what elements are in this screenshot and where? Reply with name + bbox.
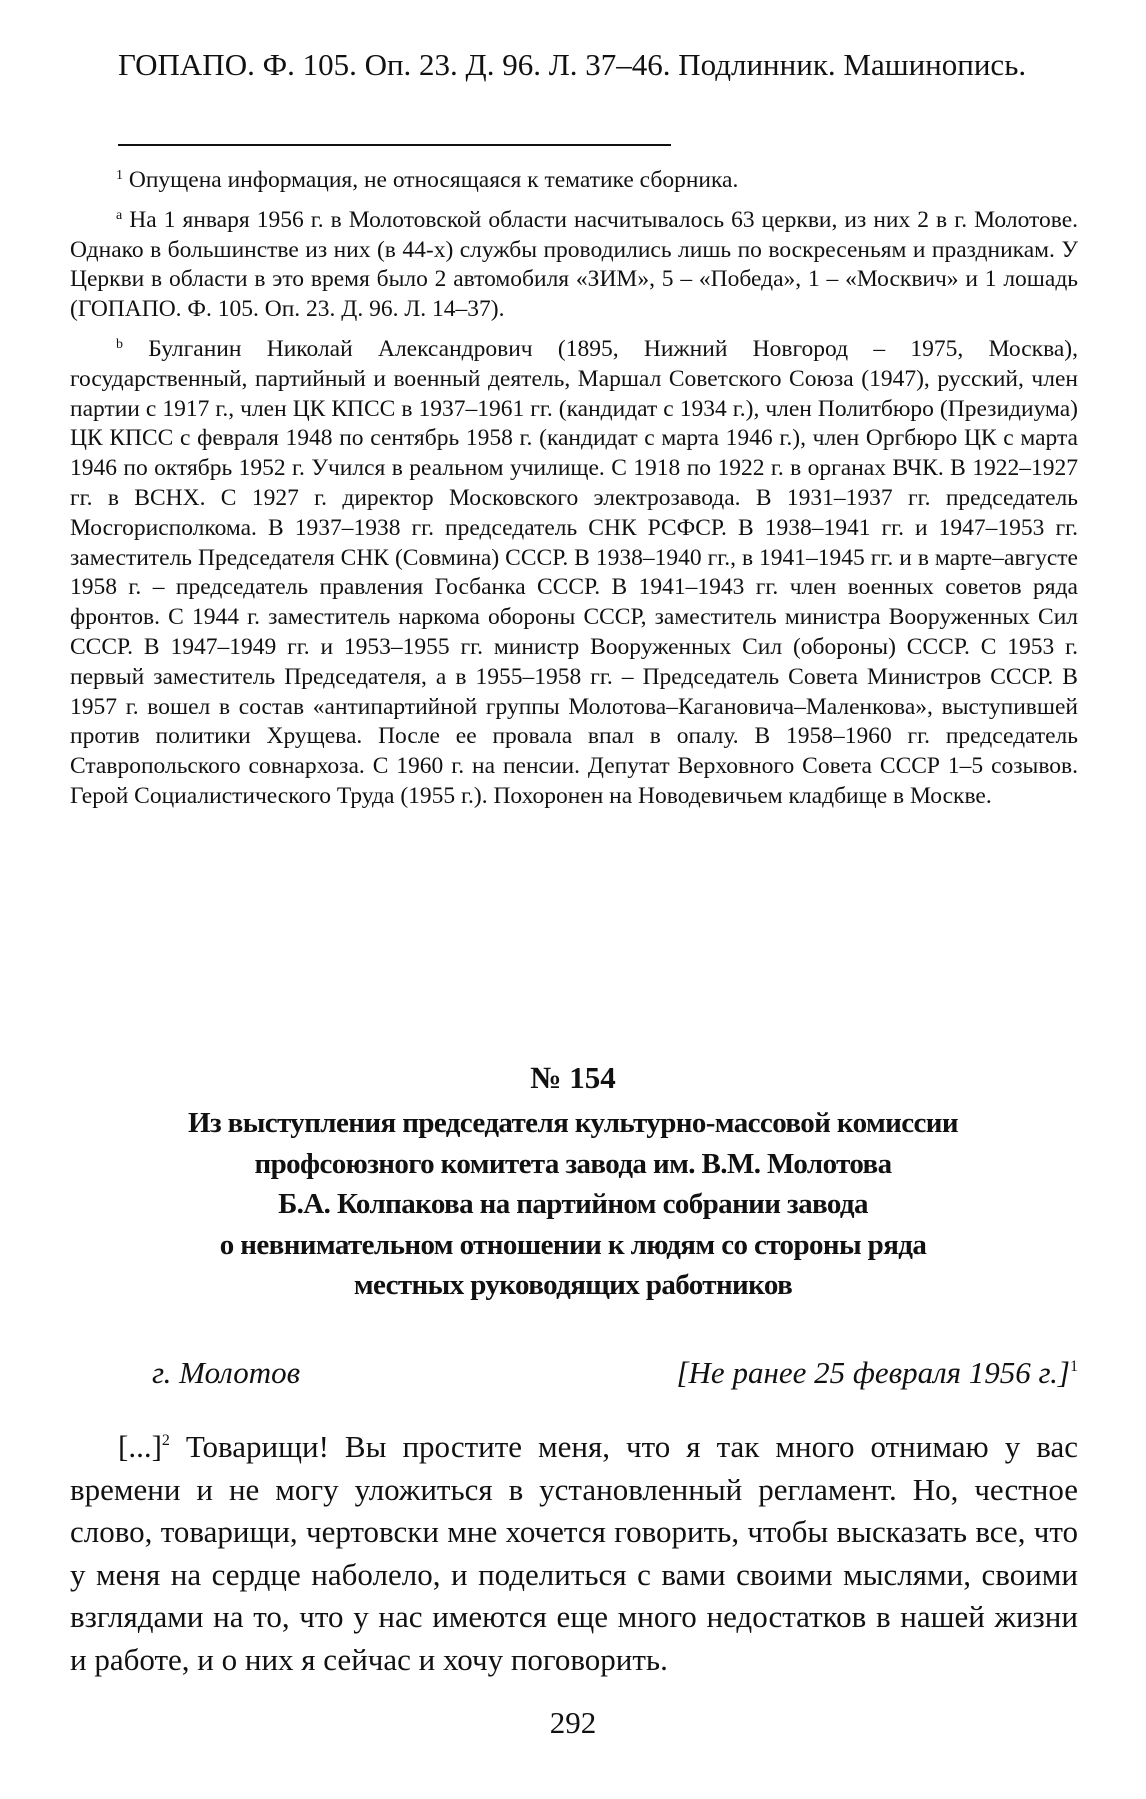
footnote-text: На 1 января 1956 г. в Молотовской области насчитывалось 63 церкви, из них 2 в г. Молотове. Однако в большинстве из них (в 44-х) службы проводились лишь по воскресеньям и праздникам. У Церкви в области в это время было 2 автомобиля «ЗИМ», 5 – «Победа», 1 – «Москвич» и 1 лошадь (ГОПАПО. Ф. 105. Оп. 23. Д. 96. Л. 14–37). (70, 206, 1079, 323)
title-line: Б.А. Колпакова на партийном собрании завода (278, 1188, 868, 1220)
footnote-text: Булганин Николай Александрович (1895, Нижний Новгород – 1975, Москва), государственный, партийный и военный деятель, Маршал Советского Союза (1947), русский, член партии с 1917 г., член ЦК КПСС в 1937–1961 гг. (кандидат с 1934 г.), член Политбюро (Президиума) ЦК КПСС с февраля 1948 по сентябрь 1958 г. (кандидат с марта 1946 г.), член Оргбюро ЦК с марта 1946 по октябрь 1952 г. Учился в реальном училище. С 1918 по 1922 г. в органах ВЧК. В 1922–1927 гг. в ВСНХ. С 1927 г. директор Московского электрозавода. В 1931–1937 гг. председатель Мосгорисполкома. В 1937–1938 гг. председатель СНК РСФСР. В 1938–1941 гг. и 1947–1953 гг. заместитель Председателя СНК (Совмина) СССР. В 1938–1940 гг., в 1941–1945 гг. и в марте–августе 1958 г. – председатель правления Госбанка СССР. В 1941–1943 гг. член военных советов ряда фронтов. С 1944 г. заместитель наркома обороны СССР, заместитель министра Вооруженных Сил СССР. В 1947–1949 гг. и 1953–1955 гг. министр Вооруженных Сил (обороны) СССР. С 1953 г. первый заместитель Председателя, а в 1955–1958 гг. – Председатель Совета Министров СССР. В 1957 г. вошел в состав «антипартийной группы Молотова–Кагановича–Маленкова», выступившей против политики Хрущева. После ее провала впал в опалу. В 1958–1960 гг. председатель Ставропольского совнархоза. С 1960 г. на пенсии. Депутат Верховного Совета СССР 1–5 созывов. Герой Социалистического Труда (1955 г.). Похоронен на Новодевичьем кладбище в Москве. (70, 335, 1078, 809)
footnote-text: Опущена информация, не относящаяся к тематике сборника. (128, 167, 739, 193)
archive-citation: ГОПАПО. Ф. 105. Оп. 23. Д. 96. Л. 37–46. Подлинник. Машинопись. (118, 47, 1027, 82)
footnote-marker: 1 (116, 168, 123, 183)
page-number: 292 (549, 1705, 597, 1740)
body-note-marker: 2 (161, 1432, 170, 1449)
document-place: г. Молотов (152, 1355, 301, 1390)
footnote (70, 206, 1078, 325)
body-text: Товарищи! Вы простите меня, что я так много отнимаю у вас времени и не могу уложиться в установленный регламент. Но, честное слово, товарищи, чертовски мне хочется говорить, чтобы высказать все, что у меня на сердце наболело, и поделиться с вами своими мыслями, своими взглядами на то, что у нас имеются еще много недостатков в нашей жизни и работе, и о них я сейчас и хочу поговорить. (70, 1429, 1078, 1677)
footnote-marker: b (116, 336, 123, 352)
document-date: [Не ранее 25 февраля 1956 г.] (676, 1355, 1070, 1390)
document-body (70, 1426, 1078, 1682)
document-title (90, 1103, 1056, 1306)
date-note-marker: 1 (1070, 1358, 1078, 1375)
footnotes (70, 166, 1078, 822)
footnote-marker: a (116, 207, 123, 223)
footnote-divider (118, 144, 671, 146)
footnote (70, 166, 1078, 196)
title-line: профсоюзного комитета завода им. В.М. Молотова (254, 1147, 892, 1180)
title-line: Из выступления председателя культурно-массовой комиссии (188, 1107, 958, 1139)
omission-mark: [...] (118, 1429, 162, 1464)
document-date-wrap (676, 1353, 1078, 1393)
title-line: о невнимательном отношении к людям со стороны ряда (219, 1228, 927, 1261)
title-line: местных руководящих работников (353, 1269, 793, 1301)
footnote (70, 335, 1078, 812)
document-number: № 154 (530, 1060, 616, 1095)
